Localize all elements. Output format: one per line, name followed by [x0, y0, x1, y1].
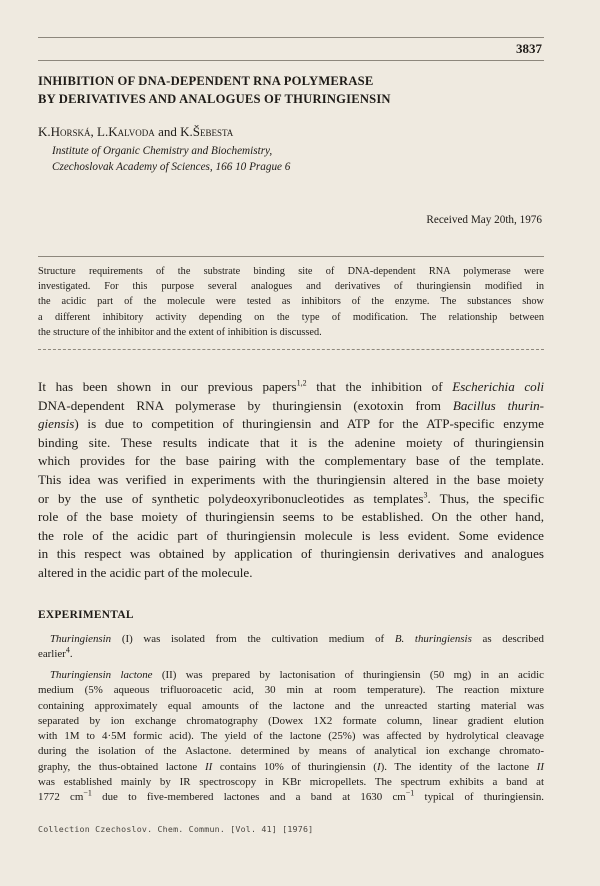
body-text: that the inhibition of — [306, 379, 453, 394]
body-line — [38, 378, 544, 397]
body-text: graphy, the thus-obtained lactone — [38, 760, 205, 773]
abstract-line: Structure requirements of the substrate binding site of DNA-dependent RNA polymerase were — [38, 266, 544, 277]
header-rule — [38, 37, 544, 38]
abstract-line: the structure of the inhibitor and the extent of inhibition is discussed. — [38, 326, 322, 338]
body-line — [38, 415, 544, 434]
species-name: giensis — [38, 416, 75, 432]
author-3-name: Šebesta — [192, 124, 234, 139]
compound-name: Thuringiensin lactone — [50, 669, 153, 681]
body-line: separated by ion exchange chromatography (Dowex 1X2 formate column, linear gradient elution — [38, 714, 544, 727]
title-line-1: INHIBITION OF DNA-DEPENDENT RNA POLYMERASE — [38, 74, 374, 88]
page-number: 3837 — [516, 41, 542, 56]
unit-exponent: −1 — [405, 788, 415, 798]
body-line: medium (5% aqueous trifluoroacetic acid, 30 min at room temperature). The reaction mixture — [38, 684, 544, 697]
body-text: DNA-dependent RNA polymerase by thuringiensin (exotoxin from — [38, 397, 453, 413]
abstract-line: investigated. For this purpose several analogues and derivatives of thuringiensin modified in — [38, 281, 544, 293]
body-line: containing approximately equal amounts of the lactone and the unreacted starting material was — [38, 699, 544, 712]
body-text: typical of thuringiensin. — [414, 791, 545, 804]
body-line: with 1M to 4·5M formic acid). The yield of the lactone (25%) was affected by hydrolytical cleavage — [38, 730, 544, 743]
affiliation-line-1: Institute of Organic Chemistry and Biochemistry, — [52, 145, 273, 157]
body-line — [38, 760, 544, 775]
compound-ref: I — [376, 760, 381, 773]
body-line: was established mainly by IR spectroscopy in KBr micropellets. The spectrum exhibits a band at — [38, 776, 544, 789]
abstract-line: the acidic part of the molecule were tested as inhibitors of the enzyme. The substances show — [38, 296, 544, 308]
body-line: the role of the acidic part of thuringiensin molecule is less evident. Some evidence — [38, 527, 544, 543]
introduction-text — [38, 378, 544, 583]
abstract-line: a different inhibitory activity depending on the type of modification. The relationship between — [38, 311, 544, 323]
body-text: due to five-membered lactones and a band at 1630 cm — [91, 791, 406, 804]
body-text: It has been shown in our previous papers — [38, 379, 297, 394]
body-line — [38, 647, 544, 662]
body-line: This idea was verified in experiments with the thuringiensin altered in the base moiety — [38, 471, 544, 487]
body-line — [38, 668, 544, 683]
body-line: during the isolation of the Aslactone. determined by means of analytical ion exchange chromato- — [38, 745, 544, 758]
citation-ref: 4 — [65, 645, 70, 655]
abstract-top-rule — [38, 256, 544, 257]
received-date: Received May 20th, 1976 — [426, 214, 542, 226]
compound-name: Thuringiensin — [50, 633, 112, 645]
citation-ref: 1,2 — [296, 378, 307, 388]
title-line-2: BY DERIVATIVES AND ANALOGUES OF THURINGIENSIN — [38, 92, 391, 106]
author-2-name: Kalvoda — [108, 124, 155, 139]
body-text: 1772 cm — [38, 791, 84, 804]
body-line — [38, 397, 544, 416]
journal-footer: Collection Czechoslov. Chem. Commun. [Vol. 41] [1976] — [38, 824, 314, 834]
compound-ref: II — [204, 760, 213, 773]
body-text: earlier — [38, 648, 66, 661]
unit-exponent: −1 — [83, 788, 92, 798]
experimental-paragraph-1 — [38, 632, 544, 663]
header-rule-lower — [38, 60, 544, 61]
body-text: (I) was isolated from the cultivation medium of — [111, 633, 395, 645]
body-text: ). The identity of the lactone — [380, 760, 537, 773]
body-line: in this respect was obtained by application of thuringiensin derivatives and analogues — [38, 546, 544, 562]
body-text: . — [69, 648, 73, 661]
body-line: which provides for the base pairing with the complementary base of the template. — [38, 453, 544, 469]
species-name: Bacillus thurin- — [452, 397, 544, 413]
body-text: or by the use of synthetic polydeoxyribonucleotides as templates — [38, 490, 424, 506]
affiliation-line-2: Czechoslovak Academy of Sciences, 166 10 Prague 6 — [52, 161, 291, 173]
compound-ref: II — [536, 760, 544, 773]
body-line — [38, 632, 544, 647]
article-title — [38, 72, 558, 108]
body-text: . Thus, the specific — [427, 490, 544, 506]
body-line — [38, 490, 544, 509]
body-text: as described — [471, 633, 544, 645]
body-line: role of the base moiety of thuringiensin seems to be established. On the other hand, — [38, 509, 544, 525]
experimental-paragraph-2 — [38, 668, 544, 806]
author-1-name: Horská, — [50, 124, 94, 139]
affiliation — [52, 143, 290, 175]
abstract — [38, 264, 544, 340]
author-1-initial: K. — [38, 124, 51, 139]
author-list — [38, 124, 233, 140]
body-text: (II) was prepared by lactonisation of thuringiensin (50 mg) in an acidic — [152, 669, 544, 681]
body-line: binding site. These results indicate that it is the adenine moiety of thuringiensin — [38, 434, 544, 450]
author-3-initial: K. — [180, 124, 193, 139]
body-line — [38, 790, 544, 805]
body-text: ) is due to competition of thuringiensin and ATP for the ATP-specific enzyme — [74, 416, 544, 432]
species-name: Escherichia coli — [452, 379, 544, 394]
author-conjunction: and — [158, 124, 177, 139]
body-text: contains 10% of thuringiensin ( — [212, 760, 377, 773]
species-name: B. thuringiensis — [394, 633, 472, 645]
author-2-initial: L. — [97, 124, 109, 139]
citation-ref: 3 — [423, 490, 428, 500]
body-line: altered in the acidic part of the molecule. — [38, 564, 253, 580]
abstract-bottom-rule — [38, 349, 544, 350]
section-heading-experimental: EXPERIMENTAL — [38, 609, 134, 621]
